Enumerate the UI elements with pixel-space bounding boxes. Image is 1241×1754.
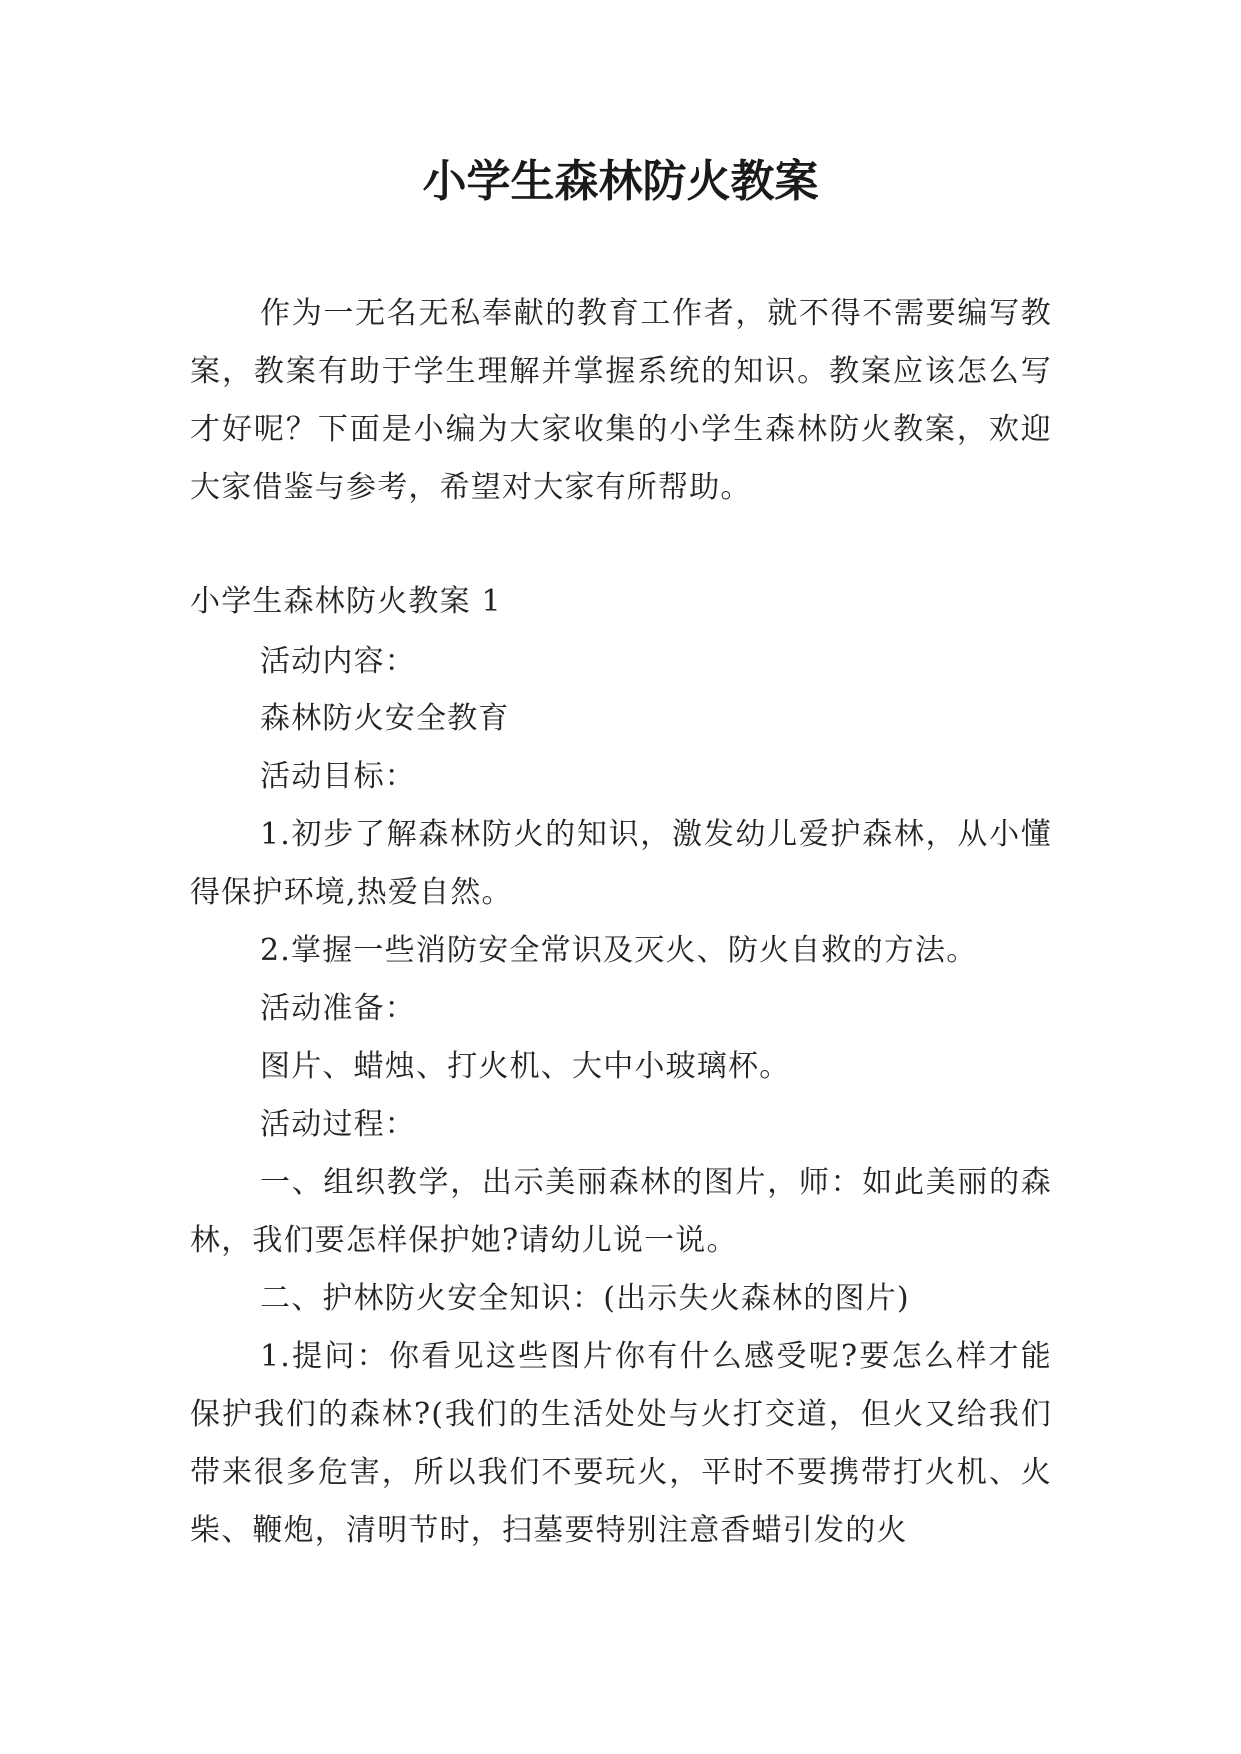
activity-content-value: 森林防火安全教育 — [260, 701, 510, 736]
document-title: 小学生森林防火教案 — [422, 156, 819, 207]
activity-prep-value: 图片、蜡烛、打火机、大中小玻璃杯。 — [260, 1049, 791, 1084]
activity-process-label: 活动过程： — [260, 1107, 416, 1142]
intro-paragraph: 作为一无名无私奉献的教育工作者，就不得不需要编写教案，教案有助于学生理解并掌握系统的知识。教案应该怎么写才好呢？下面是小编为大家收集的小学生森林防火教案，欢迎大家借鉴与参考，希望对大家有所帮助。 — [190, 296, 1052, 505]
activity-goal-label: 活动目标： — [260, 759, 416, 794]
activity-prep-label: 活动准备： — [260, 991, 416, 1026]
process-step: 一、组织教学，出示美丽森林的图片，师：如此美丽的森林，我们要怎样保护她?请幼儿说一说。 — [190, 1165, 1052, 1258]
activity-goal-item: 2.掌握一些消防安全常识及灭火、防火自救的方法。 — [260, 933, 978, 968]
process-step: 二、护林防火安全知识：(出示失火森林的图片) — [260, 1281, 910, 1316]
activity-goal-item: 1.初步了解森林防火的知识，激发幼儿爱护森林，从小懂得保护环境,热爱自然。 — [190, 817, 1052, 910]
activity-content-label: 活动内容： — [260, 644, 416, 679]
section-heading: 小学生森林防火教案 1 — [190, 584, 502, 619]
process-substep: 1.提问：你看见这些图片你有什么感受呢?要怎么样才能保护我们的森林?(我们的生活处处与火打交道，但火又给我们带来很多危害，所以我们不要玩火，平时不要携带打火机、火柴、鞭炮，清明节时，扫墓要特别注意香蜡引发的火 — [190, 1339, 1052, 1548]
